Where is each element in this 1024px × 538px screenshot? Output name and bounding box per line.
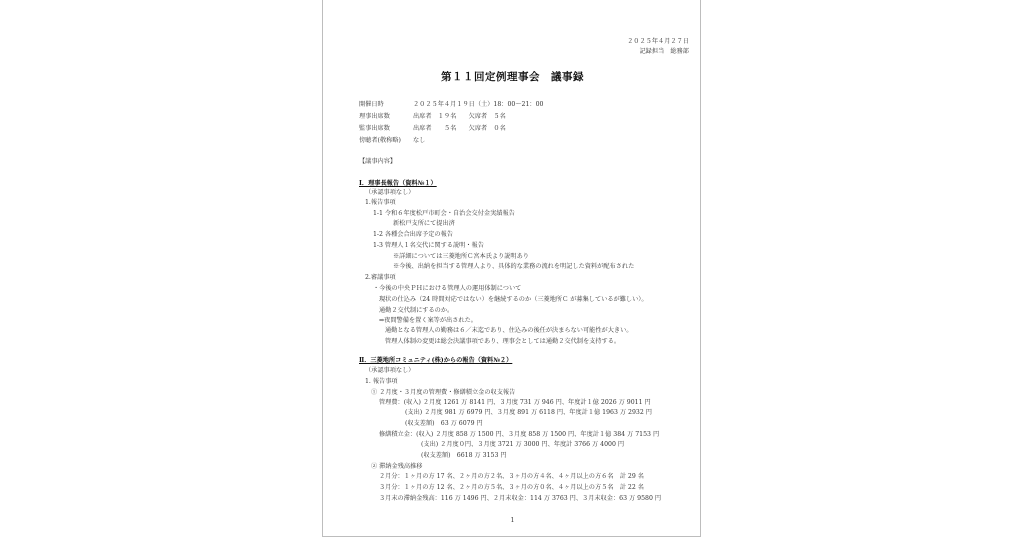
section-1-line: 1-1 令和６年度松戸市町会・自治会交付金実績報告	[373, 210, 515, 217]
section-1-line: 2.審議事項	[365, 274, 396, 281]
section-1-line: ※詳細については三菱地所Ｃ宮本氏より説明あり	[393, 253, 529, 260]
section-1-line: 通勤２交代制にするのか。	[379, 307, 454, 314]
section-2-line: (収支差額) 6618 万 3153 円	[421, 452, 507, 459]
section-2-line: ① ２月度・３月度の管理費・修繕積立金の収支報告	[371, 389, 516, 396]
section-1-line: 1-3 管理人１名交代に関する説明・報告	[373, 242, 484, 249]
meta-value-auditors: 出席者 ５名 欠席者 ０名	[413, 125, 506, 132]
section-2-line: ２月分：１ヶ月の方 17 名、２ヶ月の方２名、３ヶ月の方４名、４ヶ月以上の方６名 計 29 名	[379, 473, 644, 480]
section-2-line: 修繕積立金：(収入) ２月度 858 万 1500 円、３月度 858 万 1500 円、年度計１億 384 万 7153 円	[379, 431, 660, 438]
section-2-line: (支出) ２月度 981 万 6979 円、３月度 891 万 6118 円、年度計１億 1963 万 2932 円	[405, 409, 652, 416]
section-1-line: 1.報告事項	[365, 199, 396, 206]
section-2-line: 1. 報告事項	[365, 378, 398, 385]
section-2-line: ３月分：１ヶ月の方 12 名、２ヶ月の方５名、３ヶ月の方０名、４ヶ月以上の方５名 計 22 名	[379, 484, 644, 491]
document-date: ２０２５年４月２７日	[627, 38, 689, 45]
section-1-line: ・今後の中央ＰＨにおける管理人の運用体制について	[373, 285, 522, 292]
meta-value-datetime: ２０２５年４月１９日（土）18：00～21：00	[413, 101, 544, 108]
section-1-line: 1-2 各種会合出席予定の報告	[373, 231, 453, 238]
section-1-line: 新松戸支所にて提出済	[393, 220, 455, 227]
section-1-line: 通勤となる管理人の勤務は６／末迄であり、住込みの後任が決まらない可能性が大きい。	[385, 327, 633, 334]
meta-label-datetime: 開催日時	[359, 101, 384, 108]
section-2-line: （承認事項なし）	[365, 367, 415, 374]
document-page	[322, 0, 701, 537]
section-1-line: ※今後、出納を担当する管理人より、具体的な業務の流れを明記した資料が配布された	[393, 263, 635, 270]
section-1-line: （承認事項なし）	[365, 189, 415, 196]
meta-label-observers: 傍聴者(敬称略)	[359, 137, 401, 144]
meta-value-observers: なし	[413, 137, 426, 144]
section-1-line: 現状の仕込み（24 時間対応ではない）を継続するのか（三菱地所Ｃ が募集しているが難しい）。	[379, 296, 648, 303]
section-2-line: ② 滞納金残高推移	[371, 463, 423, 470]
recorder-line: 記録担当 総務部	[639, 48, 689, 55]
meta-value-directors: 出席者 １９名 欠席者 ５名	[413, 113, 506, 120]
meta-label-directors: 理事出席数	[359, 113, 390, 120]
section-2-line: 管理費：(収入) ２月度 1261 万 8141 円、３月度 731 万 946 円、年度計１億 2026 万 9011 円	[379, 399, 651, 406]
section-1-line: ⇒夜間警備を置く案等が出された。	[379, 317, 477, 324]
section-2-line: ３月末の滞納金残高：116 万 1496 円、２月末収金：114 万 3763 円、３月末収金：63 万 9580 円	[379, 495, 662, 502]
section-2-line: (支出) ２月度０円、３月度 3721 万 3000 円、年度計 3766 万 4000 円	[421, 441, 625, 448]
section-2-heading: Ⅱ．三菱地所コミュニティ(株)からの報告（資料№２）	[359, 357, 513, 364]
section-2-line: (収支差額) 63 万 6079 円	[405, 420, 483, 427]
page-number: 1	[510, 517, 515, 524]
meta-label-auditors: 監事出席数	[359, 125, 390, 132]
section-1-line: 管理人体制の変更は総会決議事項であり、理事会としては通勤２交代制を支持する。	[385, 338, 621, 345]
section-1-heading: Ⅰ．理事長報告（資料№１）	[359, 180, 437, 187]
agenda-heading: 【議事内容】	[359, 158, 397, 165]
page-title: 第１１回定例理事会 議事録	[441, 71, 584, 83]
